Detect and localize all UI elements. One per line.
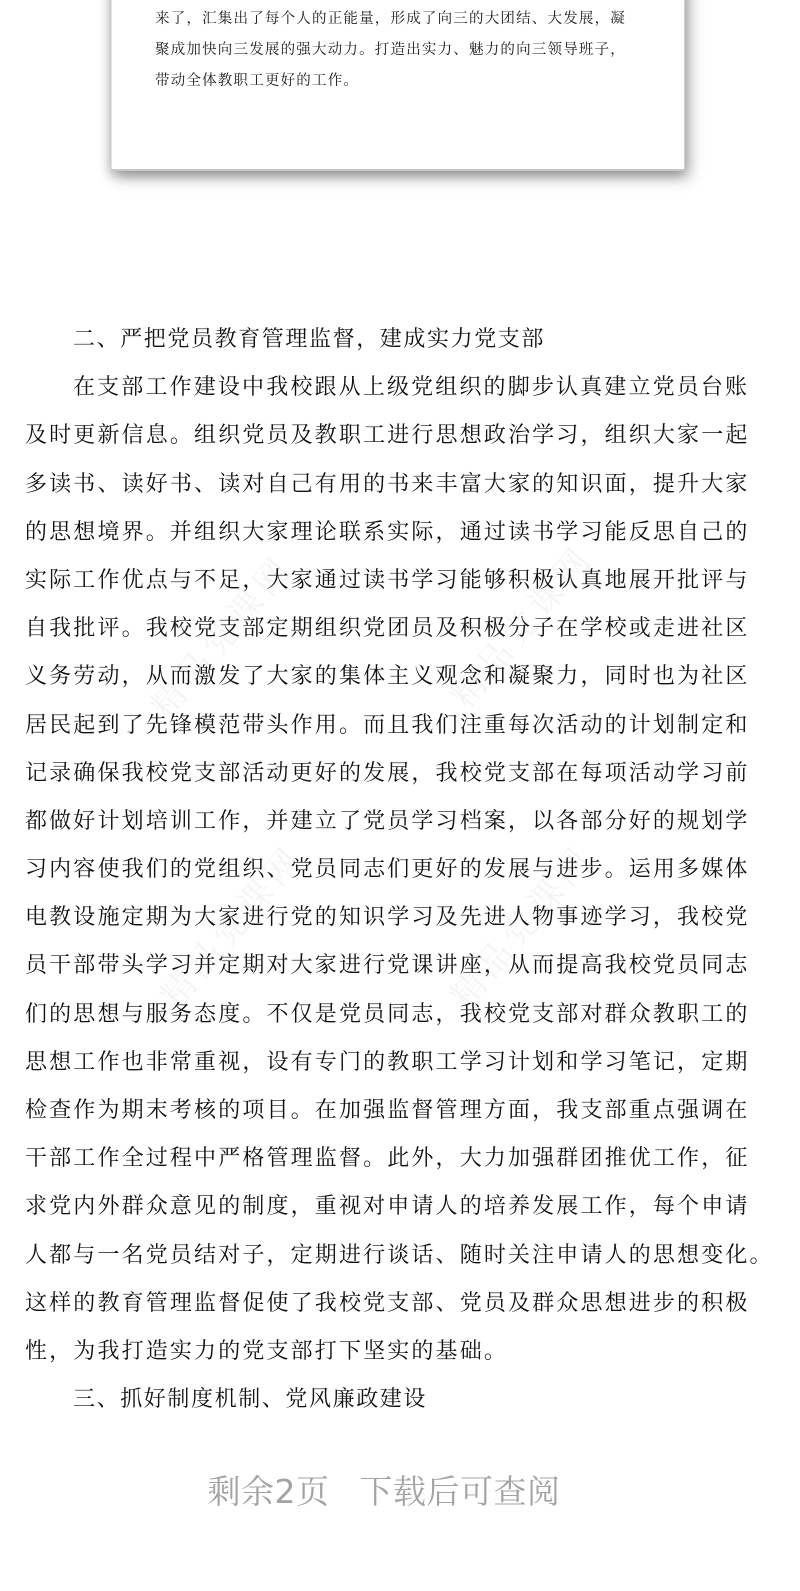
- previous-page-line: 带动全体教职工更好的工作。: [155, 73, 360, 89]
- paragraph-line: 习内容使我们的党组织、党员同志们更好的发展与进步。运用多媒体: [25, 857, 750, 883]
- paragraph-line: 义务劳动，从而激发了大家的集体主义观念和凝聚力，同时也为社区: [25, 664, 750, 690]
- download-hint-label: 下载后可查阅: [359, 1472, 561, 1511]
- paragraph-line: 在支部工作建设中我校跟从上级党组织的脚步认真建立党员台账: [73, 375, 750, 401]
- previous-page-card: [111, 0, 685, 169]
- paragraph-line: 电教设施定期为大家进行党的知识学习及先进人物事迹学习，我校党: [25, 905, 750, 931]
- download-prompt[interactable]: [0, 1466, 768, 1513]
- document-body: [25, 316, 785, 1424]
- section-2-heading: 二、严把党员教育管理监督，建成实力党支部: [73, 327, 546, 352]
- remaining-pages-label: 剩余2页: [207, 1472, 330, 1511]
- paragraph-line: 自我批评。我校党支部定期组织党团员及积极分子在学校或走进社区: [25, 616, 750, 642]
- paragraph-line: 检查作为期末考核的项目。在加强监督管理方面，我支部重点强调在: [25, 1098, 750, 1123]
- previous-page-line: 来了，汇集出了每个人的正能量，形成了向三的大团结、大发展，凝: [155, 11, 626, 27]
- paragraph-line: 记录确保我校党支部活动更好的发展，我校党支部在每项活动学习前: [25, 760, 750, 786]
- paragraph-line: 居民起到了先锋模范带头作用。而且我们注重每次活动的计划制定和: [25, 712, 750, 738]
- paragraph-line: 多读书、读好书、读对自己有用的书来丰富大家的知识面，提升大家: [25, 471, 750, 497]
- paragraph-line: 们的思想与服务态度。不仅是党员同志，我校党支部对群众教职工的: [25, 1001, 750, 1027]
- section-3-heading: 三、抓好制度机制、党风廉政建设: [73, 1387, 428, 1413]
- paragraph-line: 的思想境界。并组织大家理论联系实际，通过读书学习能反思自己的: [25, 519, 750, 545]
- paragraph-line: 性，为我打造实力的党支部打下坚实的基础。: [25, 1338, 509, 1364]
- paragraph-line: 思想工作也非常重视，设有专门的教职工学习计划和学习笔记，定期: [25, 1049, 750, 1075]
- section-2-paragraph: [25, 364, 785, 1376]
- paragraph-line: 干部工作全过程中严格管理监督。此外，大力加强群团推优工作，征: [25, 1146, 750, 1172]
- paragraph-line: 实际工作优点与不足，大家通过读书学习能够积极认真地展开批评与: [25, 567, 750, 593]
- previous-page-line: 聚成加快向三发展的强大动力。打造出实力、魅力的向三领导班子，: [155, 42, 626, 58]
- paragraph-line: 都做好计划培训工作，并建立了党员学习档案，以各部分好的规划学: [25, 808, 750, 834]
- paragraph-line: 及时更新信息。组织党员及教职工进行思想政治学习，组织大家一起: [25, 423, 750, 449]
- paragraph-line: 求党内外群众意见的制度，重视对申请人的培养发展工作，每个申请: [25, 1194, 750, 1220]
- paragraph-line: 员干部带头学习并定期对大家进行党课讲座，从而提高我校党员同志: [25, 953, 750, 979]
- previous-page-text: [155, 4, 655, 97]
- paragraph-line: 人都与一名党员结对子，定期进行谈话、随时关注申请人的思想变化。: [25, 1242, 774, 1268]
- paragraph-line: 这样的教育管理监督促使了我校党支部、党员及群众思想进步的积极: [25, 1290, 750, 1316]
